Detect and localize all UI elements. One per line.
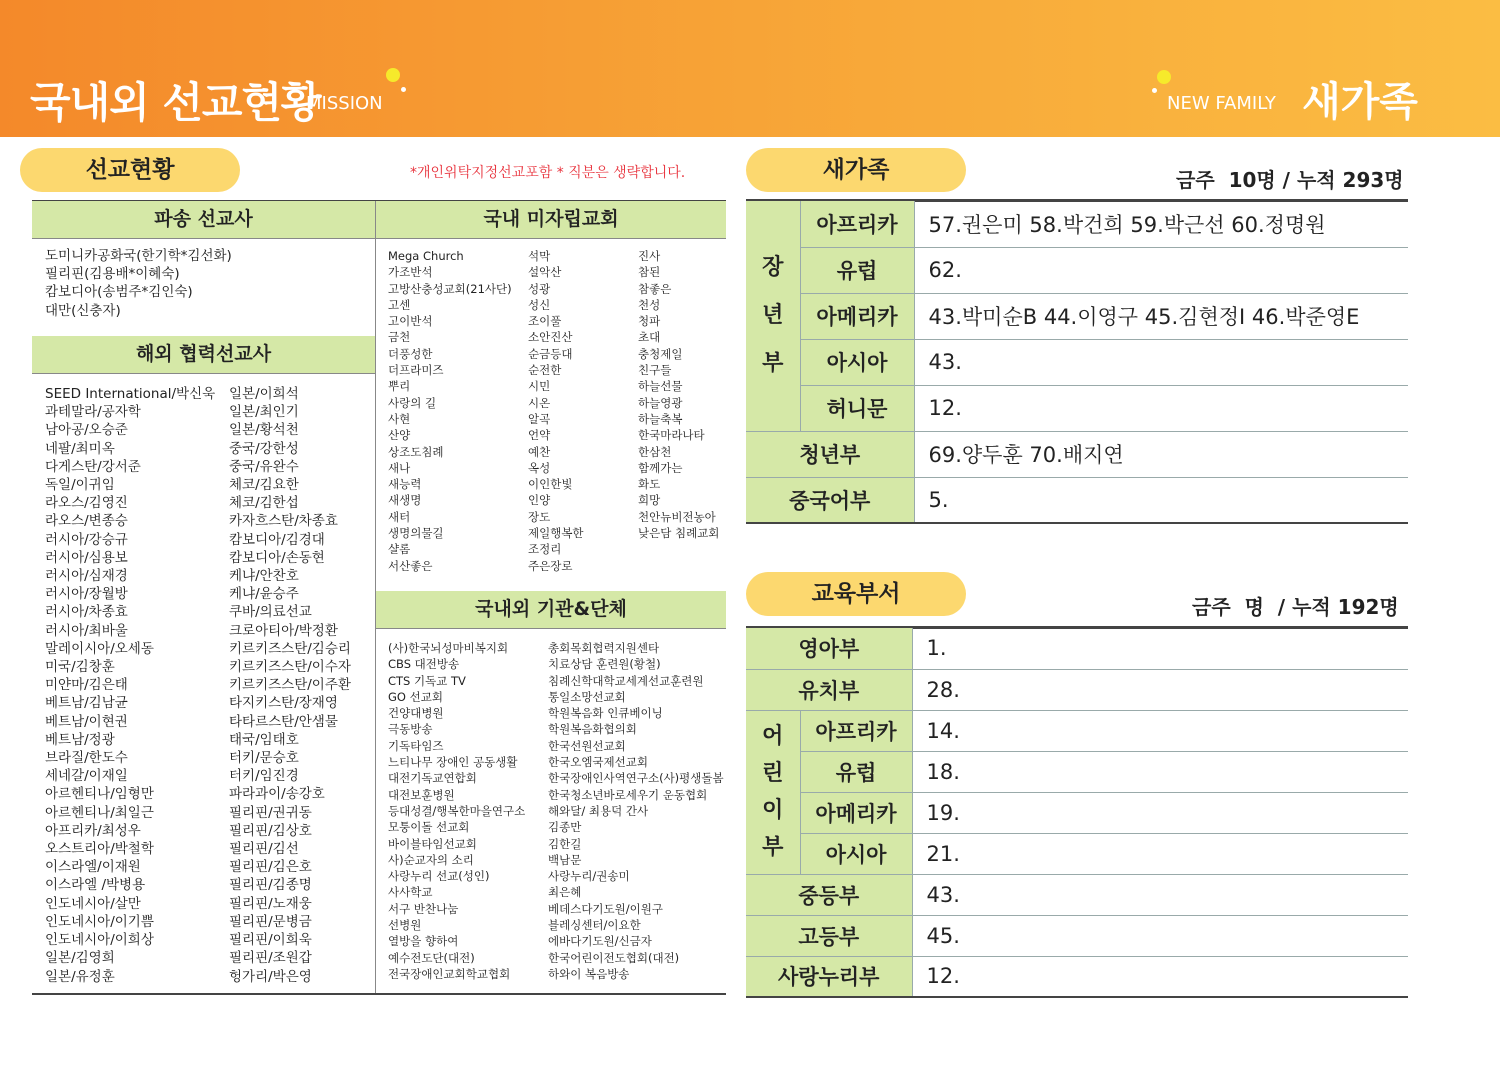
list-item: 이스라엘/이재원 [45, 859, 141, 876]
list-item: 서구 반찬나눔 [388, 901, 459, 916]
table-row [746, 628, 1408, 669]
list-item: 순전한 [528, 363, 562, 378]
kids-group-label [746, 710, 800, 874]
list-item: 네팔/최미옥 [45, 440, 115, 457]
list-item: 대만(신충자) [45, 302, 121, 319]
list-item: CBS 대전방송 [388, 657, 460, 672]
sent-missionary-heading: 파송 선교사 [32, 201, 375, 238]
list-item: 더프라미즈 [388, 363, 444, 378]
group-char: 이 [762, 798, 784, 823]
list-item: 시민 [528, 379, 551, 394]
list-item: 캄보디아(송범주*김인숙) [45, 284, 193, 301]
row-label: 유럽 [800, 751, 912, 792]
row-value: 18. [912, 751, 1408, 792]
list-item: 중국/강한성 [229, 440, 299, 457]
header-right-subtitle: NEW FAMILY [1167, 93, 1276, 114]
list-item: 참좋은 [638, 281, 672, 296]
list-item: 학원복음화협의회 [548, 722, 637, 737]
org-list-col2 [548, 640, 724, 982]
list-item: 서산좋은 [388, 558, 433, 573]
row-value: 12. [912, 956, 1408, 997]
list-item: 라오스/김영진 [45, 495, 128, 512]
mission-pill: 선교현황 [20, 148, 240, 192]
row-value: 12. [914, 385, 1408, 431]
list-item: 고이반석 [388, 314, 433, 329]
list-item: 침례신학대학교세계선교훈련원 [548, 673, 704, 688]
list-item: 뿌리 [388, 379, 411, 394]
row-label: 아프리카 [800, 201, 914, 247]
newfamily-table [746, 201, 1408, 524]
education-summary: 금주 명 / 누적 192명 [1192, 595, 1399, 619]
list-item: 함께가는 [638, 460, 683, 475]
group-char: 부 [762, 350, 784, 376]
list-item: 캄보디아/손동현 [229, 549, 325, 566]
list-item: 블레싱센터/이요한 [548, 918, 641, 933]
list-item: 러시아/최바울 [45, 622, 128, 639]
list-item: 백남문 [548, 852, 582, 867]
list-item: 케냐/윤승주 [229, 586, 299, 603]
row-value: 43.박미순B 44.이영구 45.김현정I 46.박준영E [914, 293, 1408, 339]
list-item: 사사학교 [388, 885, 433, 900]
list-item: 친구들 [638, 363, 672, 378]
list-item: 새생명 [388, 493, 422, 508]
partner-missionary-heading: 해외 협력선교사 [32, 336, 375, 373]
table-row [746, 669, 1408, 710]
org-list-col1 [388, 640, 525, 982]
list-item: 키르키즈스탄/김승리 [229, 640, 351, 657]
row-value: 43. [914, 339, 1408, 385]
decor-dot-icon [1152, 88, 1157, 93]
list-item: 일본/이희석 [229, 386, 299, 402]
education-table [746, 628, 1408, 998]
list-item: 베트남/김남균 [45, 695, 128, 712]
group-char: 린 [762, 761, 784, 786]
list-item: 선병원 [388, 918, 422, 933]
list-item: 남아공/오승준 [45, 422, 128, 439]
list-item: 총회목회협력지원센타 [548, 641, 660, 655]
list-item: 독일/이귀임 [45, 477, 115, 494]
list-item: 헝가리/박은영 [229, 968, 312, 985]
list-item: 일본/황석천 [229, 422, 299, 439]
table-row [746, 874, 1408, 915]
list-item: 고방산충성교회(21사단) [388, 281, 512, 296]
row-value: 45. [912, 915, 1408, 956]
list-item: 모퉁이돌 선교회 [388, 820, 470, 835]
list-item: 천성 [638, 297, 661, 312]
row-label: 아메리카 [800, 293, 914, 339]
list-item: 브라질/한도수 [45, 750, 128, 767]
youth-group-label [746, 201, 800, 431]
list-item: 통일소망선교회 [548, 689, 626, 704]
list-item: 생명의물길 [388, 526, 444, 541]
list-item: 캄보디아/김경대 [229, 531, 325, 548]
list-item: 청파 [638, 314, 661, 329]
list-item: 인도네시아/살만 [45, 895, 141, 912]
row-label: 아프리카 [800, 710, 912, 751]
list-item: 체코/김한섭 [229, 495, 299, 512]
org-heading: 국내외 기관&단체 [376, 591, 726, 628]
list-item: (사)한국뇌성마비복지회 [388, 641, 509, 655]
list-item: 세네갈/이재일 [45, 768, 128, 785]
list-item: 미국/김창훈 [45, 659, 115, 676]
list-item: 참된 [638, 265, 661, 280]
divider [32, 993, 726, 995]
table-row [746, 792, 1408, 833]
list-item: 필리핀/김상호 [229, 822, 312, 839]
list-item: 낮은담 침례교회 [638, 526, 720, 541]
list-item: 베트남/이현권 [45, 713, 128, 730]
list-item: 더풍성한 [388, 346, 433, 361]
group-char: 장 [762, 254, 784, 280]
list-item: 파라과이/송강호 [229, 786, 325, 803]
list-item: 충청제일 [638, 346, 683, 361]
list-item: 한국장애인사역연구소(사)평생돌봄 [548, 771, 724, 786]
church-list-col1 [388, 248, 512, 574]
list-item: 타지키스탄/장재영 [229, 695, 338, 712]
list-item: 쿠바/의료선교 [229, 604, 312, 621]
group-char: 부 [762, 835, 784, 860]
list-item: 필리핀/김종명 [229, 877, 312, 894]
list-item: 하늘영광 [638, 395, 683, 410]
list-item: 베데스다기도원/이원구 [548, 901, 663, 916]
divider [32, 238, 375, 239]
church-list-col3 [638, 248, 719, 541]
header-subtitle: MISSION [306, 93, 383, 114]
list-item: 사랑누리 선교(성인) [388, 869, 490, 884]
list-item: 학원복음화 인큐베이닝 [548, 706, 663, 721]
table-row [746, 833, 1408, 874]
header-title: 국내외 선교현황 [30, 78, 321, 127]
divider [376, 238, 726, 239]
list-item: 필리핀/이희욱 [229, 932, 312, 949]
list-item: 열방을 향하여 [388, 934, 459, 949]
list-item: 케냐/안찬호 [229, 568, 299, 585]
table-row [746, 915, 1408, 956]
list-item: 새능력 [388, 477, 422, 492]
list-item: 인도네시아/이기쁨 [45, 913, 154, 930]
list-item: 라오스/변종승 [45, 513, 128, 530]
row-value: 19. [912, 792, 1408, 833]
list-item: 김한길 [548, 836, 582, 851]
list-item: 석막 [528, 249, 551, 263]
list-item: 체코/김요한 [229, 477, 299, 494]
row-label: 중국어부 [746, 477, 914, 523]
list-item: 천안뉴비전농아 [638, 509, 716, 524]
row-label: 영아부 [746, 628, 912, 669]
list-item: 필리핀/문병금 [229, 913, 312, 930]
list-item: 산양 [388, 428, 411, 443]
list-item: 타타르스탄/안샘물 [229, 713, 338, 730]
group-char: 년 [762, 302, 784, 328]
list-item: 대전기독교연합회 [388, 771, 477, 786]
list-item: 러시아/심재경 [45, 568, 128, 585]
list-item: 필리핀/노재웅 [229, 895, 312, 912]
list-item: 과테말라/공자학 [45, 404, 141, 421]
list-item: 하늘축복 [638, 411, 683, 426]
header-right-title: 새가족 [1302, 79, 1418, 125]
list-item: 옥성 [528, 460, 551, 475]
list-item: 인양 [528, 493, 551, 508]
table-row [746, 293, 1408, 339]
list-item: 터키/임진경 [229, 768, 299, 785]
list-item: 언약 [528, 428, 551, 443]
row-value: 5. [914, 477, 1408, 523]
divider [376, 628, 726, 629]
divider [32, 373, 375, 374]
list-item: 사랑의 길 [388, 395, 437, 410]
list-item: 중국/유완수 [229, 458, 299, 475]
list-item: 등대성결/행복한마을연구소 [388, 803, 526, 818]
table-row [746, 956, 1408, 997]
list-item: 미얀마/김은태 [45, 677, 128, 694]
list-item: 설악산 [528, 265, 562, 280]
list-item: 필리핀/김은호 [229, 859, 312, 876]
list-item: 느티나무 장애인 공동생활 [388, 755, 518, 770]
list-item: 필리핀/조원갑 [229, 950, 312, 967]
list-item: 상조도침례 [388, 444, 444, 459]
row-label: 고등부 [746, 915, 912, 956]
list-item: 예찬 [528, 444, 551, 459]
list-item: 조이풀 [528, 314, 562, 329]
row-label: 사랑누리부 [746, 956, 912, 997]
list-item: 도미니카공화국(한기학*김선화) [45, 248, 232, 264]
row-label: 허니문 [800, 385, 914, 431]
list-item: SEED International/박신욱 [45, 386, 216, 402]
list-item: 극동방송 [388, 722, 433, 737]
sent-missionary-list [45, 247, 232, 320]
table-row [746, 710, 1408, 751]
decor-dot-icon [1157, 70, 1171, 84]
list-item: 이인한빛 [528, 477, 573, 492]
list-item: 대전보훈병원 [388, 787, 455, 802]
list-item: 크로아티아/박정환 [229, 622, 338, 639]
list-item: 기독타임즈 [388, 738, 444, 753]
list-item: 해와달/ 최용덕 간사 [548, 803, 649, 818]
list-item: 화도 [638, 477, 661, 492]
list-item: 최은혜 [548, 885, 582, 900]
row-label: 유럽 [800, 247, 914, 293]
list-item: 제일행복한 [528, 526, 584, 541]
list-item: 순금등대 [528, 346, 573, 361]
row-label: 아시아 [800, 833, 912, 874]
list-item: 성광 [528, 281, 551, 296]
list-item: 한국마라나타 [638, 428, 705, 443]
list-item: 말레이시아/오세동 [45, 640, 154, 657]
table-row [746, 201, 1408, 247]
list-item: 카자흐스탄/차종효 [229, 513, 338, 530]
list-item: 희망 [638, 493, 661, 508]
list-item: 바이블타임선교회 [388, 836, 477, 851]
table-row [746, 477, 1408, 523]
list-item: 주은장로 [528, 558, 573, 573]
list-item: 필리핀/김선 [229, 841, 299, 858]
decor-dot-icon [401, 87, 406, 92]
row-label: 유치부 [746, 669, 912, 710]
list-item: 초대 [638, 330, 661, 345]
education-pill: 교육부서 [746, 572, 966, 616]
list-item: 김종만 [548, 820, 582, 835]
list-item: 필리핀/권귀동 [229, 804, 312, 821]
list-item: 일본/유정훈 [45, 968, 115, 985]
list-item: 금천 [388, 330, 411, 345]
list-item: 에바다기도원/신금자 [548, 934, 652, 949]
list-item: 조정리 [528, 542, 562, 557]
list-item: 아프리카/최성우 [45, 822, 141, 839]
list-item: 사랑누리/권송미 [548, 869, 630, 884]
header-banner [0, 0, 1500, 137]
list-item: 키르키즈스탄/이주환 [229, 677, 351, 694]
list-item: 장도 [528, 509, 551, 524]
list-item: 새나 [388, 460, 411, 475]
list-item: 아르헨티나/임형만 [45, 786, 154, 803]
table-row [746, 339, 1408, 385]
list-item: 한삼천 [638, 444, 672, 459]
list-item: 건양대병원 [388, 706, 444, 721]
mission-note: *개인위탁지정선교포함 * 직분은 생략합니다. [410, 165, 686, 181]
table-row [746, 385, 1408, 431]
list-item: 하와이 복음방송 [548, 966, 630, 981]
list-item: 일본/김영희 [45, 950, 115, 967]
list-item: 필리핀(김용배*이혜숙) [45, 266, 180, 283]
list-item: 러시아/심용보 [45, 549, 128, 566]
list-item: 러시아/차종효 [45, 604, 128, 621]
list-item: 다게스탄/강서준 [45, 458, 141, 475]
list-item: 베트남/정광 [45, 731, 115, 748]
newfamily-pill: 새가족 [746, 148, 966, 192]
list-item: 진사 [638, 249, 661, 263]
list-item: 소안진산 [528, 330, 573, 345]
decor-dot-icon [386, 68, 400, 82]
table-row [746, 751, 1408, 792]
row-value: 57.권은미 58.박건희 59.박근선 60.정명원 [914, 201, 1408, 247]
row-value: 1. [912, 628, 1408, 669]
list-item: 성신 [528, 297, 551, 312]
list-item: 시온 [528, 395, 551, 410]
row-label: 아시아 [800, 339, 914, 385]
row-value: 62. [914, 247, 1408, 293]
list-item: 전국장애인교회학교협회 [388, 966, 511, 981]
list-item: 고센 [388, 297, 411, 312]
list-item: 사)순교자의 소리 [388, 852, 474, 867]
list-item: 키르키즈스탄/이수자 [229, 659, 351, 676]
partner-list-col1 [45, 385, 215, 986]
list-item: 한국청소년바로세우기 운동협회 [548, 787, 708, 802]
list-item: 오스트리아/박철학 [45, 841, 154, 858]
list-item: GO 선교회 [388, 689, 443, 704]
list-item: Mega Church [388, 249, 464, 263]
list-item: 하늘선물 [638, 379, 683, 394]
list-item: 예수전도단(대전) [388, 950, 475, 965]
domestic-church-heading: 국내 미자립교회 [376, 201, 726, 238]
row-label: 중등부 [746, 874, 912, 915]
table-row [746, 247, 1408, 293]
list-item: 샬롬 [388, 542, 411, 557]
list-item: 태국/임태호 [229, 731, 299, 748]
list-item: 이스라엘 /박병용 [45, 877, 146, 894]
church-list-col2 [528, 248, 584, 574]
list-item: 한국어린이전도협회(대전) [548, 950, 680, 965]
list-item: 알곡 [528, 411, 551, 426]
row-value: 28. [912, 669, 1408, 710]
list-item: 러시아/강승규 [45, 531, 128, 548]
list-item: 인도네시아/이희상 [45, 932, 154, 949]
table-row [746, 431, 1408, 477]
list-item: 한국선원선교회 [548, 738, 626, 753]
newfamily-summary: 금주 10명 / 누적 293명 [1176, 168, 1404, 192]
list-item: 한국오엠국제선교회 [548, 755, 648, 770]
group-char: 어 [762, 724, 784, 749]
list-item: 아르헨티나/최일근 [45, 804, 154, 821]
row-value: 14. [912, 710, 1408, 751]
row-label: 청년부 [746, 431, 914, 477]
list-item: CTS 기독교 TV [388, 673, 466, 688]
list-item: 터키/문승호 [229, 750, 299, 767]
row-label: 아메리카 [800, 792, 912, 833]
list-item: 새터 [388, 509, 411, 524]
list-item: 러시아/장월방 [45, 586, 128, 603]
list-item: 치료상담 훈련원(황철) [548, 657, 661, 672]
row-value: 21. [912, 833, 1408, 874]
list-item: 일본/최인기 [229, 404, 299, 421]
list-item: 가조반석 [388, 265, 433, 280]
row-value: 69.양두훈 70.배지연 [914, 431, 1408, 477]
list-item: 사현 [388, 411, 411, 426]
partner-list-col2 [229, 385, 351, 986]
row-value: 43. [912, 874, 1408, 915]
